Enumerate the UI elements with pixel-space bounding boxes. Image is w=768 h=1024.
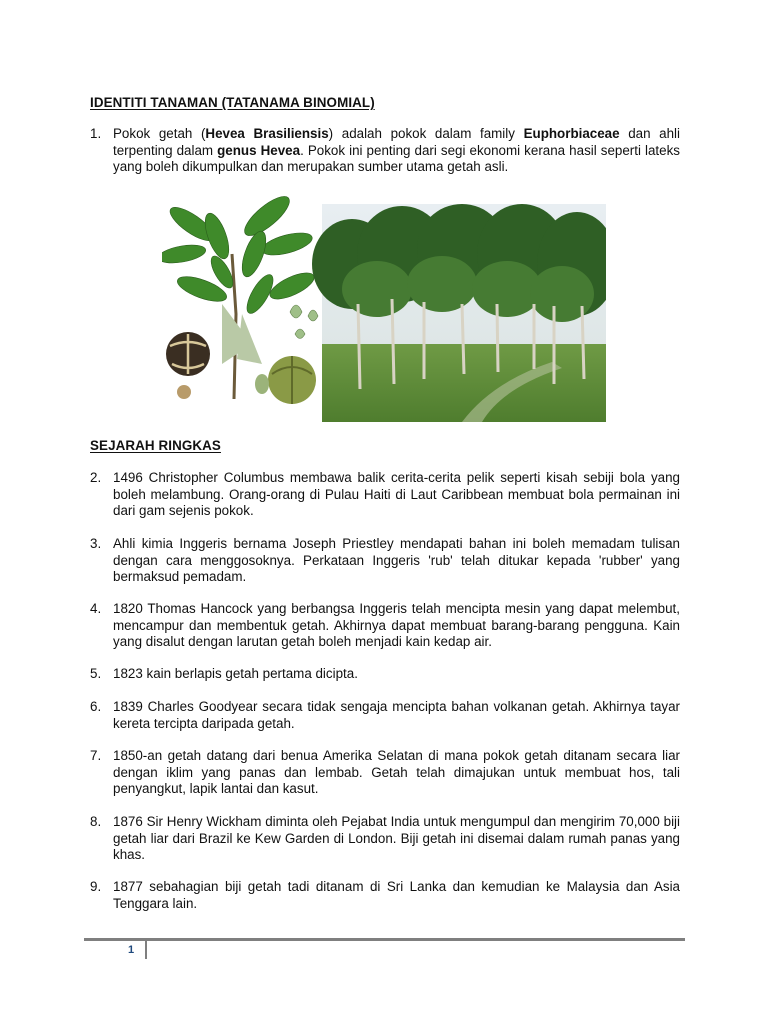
list-item-9 — [90, 879, 680, 912]
list-number: 8. — [90, 814, 102, 829]
footer-divider — [84, 938, 685, 941]
list-item-text: Ahli kimia Inggeris bernama Joseph Priestley mendapati bahan ini boleh memadam tulisan dengan cara menggosoknya. Perkataan Inggeris 'rub' telah ditukar kepada 'rubber' yang bermaksud pemadam. — [113, 536, 680, 584]
list-item-1 — [90, 126, 680, 176]
section-heading-sejarah: SEJARAH RINGKAS — [90, 438, 221, 453]
page-number-separator — [145, 941, 147, 959]
list-number: 9. — [90, 879, 102, 894]
list-item-text: 1839 Charles Goodyear secara tidak sengaja mencipta bahan volkanan getah. Akhirnya tayar kereta tercipta daripada getah. — [113, 699, 680, 731]
list-item-3 — [90, 536, 680, 586]
text-run: Pokok getah ( — [113, 126, 206, 141]
family-name: Euphorbiaceae — [523, 126, 620, 141]
list-item-4 — [90, 601, 680, 651]
text-run: . Pokok ini penting dari segi ekonomi kerana hasil seperti lateks yang boleh dikumpulkan dan merupakan sumber utama getah asli. — [113, 142, 680, 174]
rubber-tree-illustration — [162, 194, 606, 422]
text-run: dan ahli terpenting dalam — [113, 126, 680, 158]
species-name: Hevea Brasiliensis — [205, 126, 329, 141]
genus-name: genus Hevea — [217, 142, 301, 158]
list-item-text: 1823 kain berlapis getah pertama dicipta. — [113, 666, 358, 681]
rubber-tree-image — [162, 194, 606, 422]
list-number: 3. — [90, 536, 102, 551]
list-number: 2. — [90, 470, 102, 485]
list-item-text: 1876 Sir Henry Wickham diminta oleh Pejabat India untuk mengumpul dan mengirim 70,000 biji getah liar dari Brazil ke Kew Garden di London. Biji getah ini disemai dalam rumah panas yang khas. — [113, 814, 680, 862]
list-item-8 — [90, 814, 680, 864]
list-item-text: 1496 Christopher Columbus membawa balik cerita-cerita pelik seperti kisah sebiji bola yang boleh melambung. Orang-orang di Pulau Haiti di Laut Caribbean membuat bola permainan ini dari gam sejenis pokok. — [113, 470, 680, 518]
botanical-drawing — [162, 194, 322, 422]
list-number: 5. — [90, 666, 102, 681]
page-number: 1 — [128, 944, 135, 956]
plantation-photo — [312, 204, 606, 422]
list-number: 4. — [90, 601, 102, 616]
list-item-text: 1877 sebahagian biji getah tadi ditanam di Sri Lanka dan kemudian ke Malaysia dan Asia Tenggara lain. — [113, 879, 680, 911]
list-item-7 — [90, 748, 680, 798]
list-item-text: 1850-an getah datang dari benua Amerika Selatan di mana pokok getah ditanam secara liar dengan iklim yang panas dan lembab. Getah telah dimajukan untuk membuat hos, tali penyangkut, lapik lantai dan kasut. — [113, 748, 680, 796]
list-number: 6. — [90, 699, 102, 714]
section-heading-identiti: IDENTITI TANAMAN (TATANAMA BINOMIAL) — [90, 95, 375, 110]
list-number: 7. — [90, 748, 102, 763]
list-item-text: 1820 Thomas Hancock yang berbangsa Inggeris telah mencipta mesin yang dapat melembut, mencampur dan membentuk getah. Akhirnya dapat membuat barang-barang pengguna. Kain yang disalut dengan larutan getah boleh menjadi kain kedap air. — [113, 601, 680, 649]
list-item-6 — [90, 699, 680, 732]
text-run: ) adalah pokok dalam family — [328, 126, 524, 141]
list-item-2 — [90, 470, 680, 520]
list-item-5 — [90, 666, 680, 683]
list-item-text — [113, 126, 680, 176]
list-number: 1. — [90, 126, 102, 141]
